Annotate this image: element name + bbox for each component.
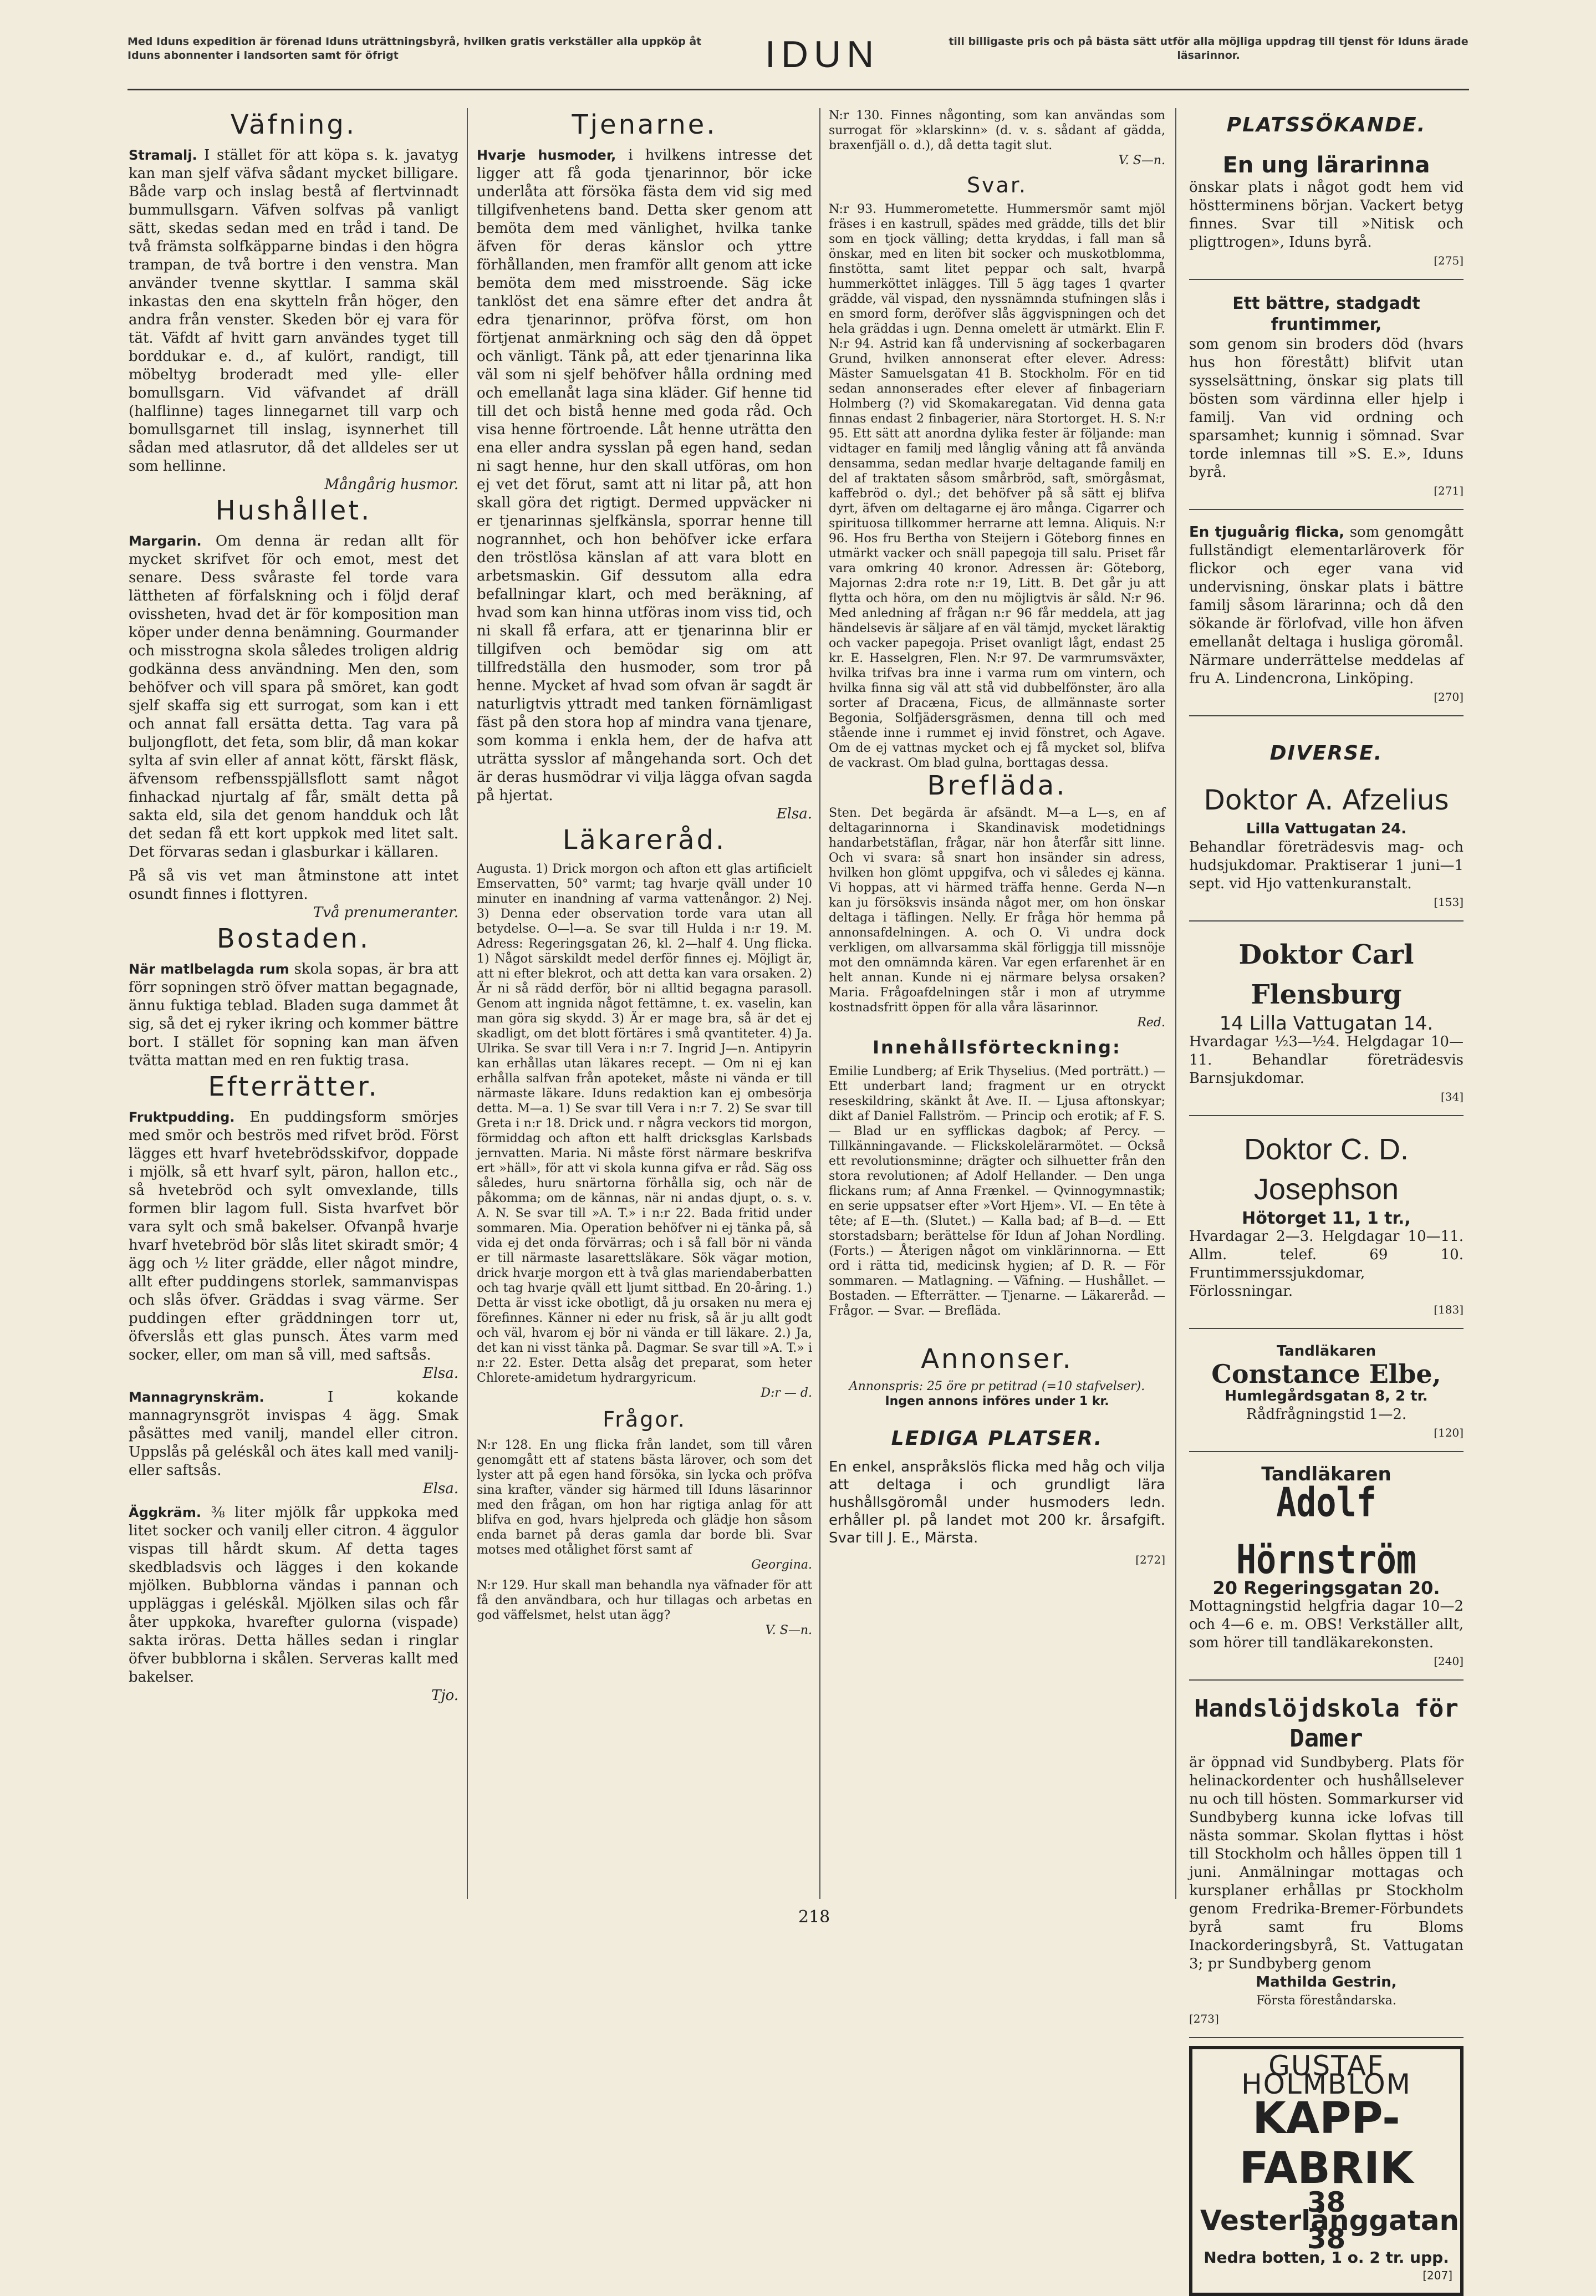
ad-battre-fruntimmer xyxy=(1189,288,1464,510)
ad-number: [271] xyxy=(1434,484,1464,497)
ad-body: Hvardagar ½3—½4. Helgdagar 10—11. Behandlar företrädesvis Barnsjukdomar. xyxy=(1189,1034,1464,1087)
article-body: N:r 128. En ung flicka från landet, som till våren genomgått ett af statens bästa lärover, och som det lyster att på egen hand försöka, sin lycka och pröfva sina krafter, vänder sig härmed till Iduns läsarinnor med den frågan, om hon har rigtiga anlag för att blifva en god, hvars hjelpreda och glädje hon såsom enda barnet på deras gamla dar borde bli. Svar motses med otålighet först samt af xyxy=(477,1438,812,1557)
section-heading-lediga-platser: LEDIGA PLATSER. xyxy=(891,1427,1103,1450)
article-body: Emilie Lundberg; af Erik Thyselius. (Med porträtt.) — Ett underbart land; fragment ur en otryckt reseskildring, skänkt åt Ave. II. — Ljusa aftonskyar; dikt af Daniel Fallström. — Princip och erotik; af F. S. — Blad ur en syfflickas dagbok; af Percy. — Tillkänningavande. — Flickskolelärarmötet. — Också ett revolutionsminne; drägter och silhuetter från den stora revolutionen; af Adolf Hellander. — Den unga flickans rum; af Anna Frænkel. — Qvinnogymnastik; en serie uppsatser efter »Vort Hjem». VI. — En tête à tête; af E—th. (Slutet.) — Kalla bad; af B—d. — Ett storstadsbarn; berättelse för Idun af Johan Nordling. (Forts.) — Återigen något om vinklärinnorna. — Ett ord i rätta tid, medicinsk hygien; af D. R. — För sommaren. — Matlagning. — Väfning. — Hushållet. — Bostaden. — Efterrätter. — Tjenarne. — Läkareråd. — Frågor. — Svar. — Brefläda. xyxy=(829,1065,1165,1318)
contents-block xyxy=(829,1064,1165,1318)
article-fruktpudding xyxy=(129,1108,458,1383)
letterbox-block xyxy=(829,806,1165,1030)
section-heading-breflada: Brefläda. xyxy=(927,770,1067,801)
article-lead: Margarin. xyxy=(129,533,202,549)
section-heading-innehall: Innehållsförteckning: xyxy=(873,1037,1121,1058)
article-body: I stället för att köpa s. k. javatyg kan man sjelf väfva sådant mycket billigare. Både varp och inslag bestå af flertvinnadt bummullsgarn. Väfven solfvas på vanligt sätt, skedas sedan med en tråd i tand. De två främsta solfkäpparne bindas i den högra trampan, de två bortre i den venstra. Man använder tvenne skyttlar. I samma skäl inkastas den ena skytteln från höger, den andra från venster. Skeden bör ej vara för tät. Väfdt af hvitt garn användes tyget till borddukar e. d., af kulört, randigt, till möbeltyg broderadt med ylle- eller bomullsgarn. Vid väfvandet af dräll (halflinne) tages linnegarnet till varp och bomullsgarnet till inslag, isynnerhet till sådan med atlasrutor, då det alldeles ser ut som hellinne. xyxy=(129,147,458,475)
ad-number: [275] xyxy=(1434,254,1464,267)
ad-ung-lararinna xyxy=(1189,146,1464,280)
section-heading-hushallet: Hushållet. xyxy=(215,495,372,526)
column-1 xyxy=(129,108,458,1710)
column-2 xyxy=(477,108,812,1643)
ad-number: [273] xyxy=(1189,2012,1219,2025)
masthead-rule xyxy=(128,89,1469,90)
ad-address: Lilla Vattugatan 24. xyxy=(1246,821,1407,837)
section-heading-diverse: DIVERSE. xyxy=(1269,742,1383,765)
ad-body: Hvardagar 2—3. Helgdagar 10—11. Allm. telef. 69 10. Fruntimmerssjukdomar, Förlossningar. xyxy=(1189,1228,1464,1300)
article-body: På så vis vet man åtminstone att intet osundt finnes i flottyren. xyxy=(129,868,458,903)
article-signature: V. S—n. xyxy=(765,1623,812,1637)
article-mannagrynskram xyxy=(129,1388,458,1498)
article-signature: Elsa. xyxy=(422,1365,458,1382)
article-body: N:r 129. Hur skall man behandla nya väfnader för att få den användbara, och hur tillagas och arbetas en god väffelsmet, helst utan ägg? xyxy=(477,1579,812,1622)
article-lead: När matlbelagda rum xyxy=(129,961,289,977)
article-signature: D:r — d. xyxy=(761,1386,812,1400)
ad-body: önskar plats i något godt hem vid höstterminens början. Vackert betyg finnes. Svar till »Nitisk och pligttrogen», Iduns byrå. xyxy=(1189,179,1464,251)
ad-body: Rådfrågningstid 1—2. xyxy=(1246,1406,1407,1423)
section-heading-lakarerad: Läkareråd. xyxy=(562,824,727,856)
article-signature: Red. xyxy=(1137,1016,1165,1030)
column-4 xyxy=(1189,108,1464,2296)
article-lead: Äggkräm. xyxy=(129,1505,202,1520)
section-heading-annonser: Annonser. xyxy=(921,1343,1073,1374)
ad-address: 20 Regeringsgatan 20. xyxy=(1212,1577,1440,1598)
article-signature: Elsa. xyxy=(422,1480,458,1497)
ad-body: är öppnad vid Sundbyberg. Plats för helinackordenter och hushållselever nu och till hösten. Sommarkurser vid Sundbyberg kunna icke lofvas till nästa sommar. Skolan flyttas i höst till Stockholm och hålles öppen till 1 juni. Anmälningar mottagas och kursplaner erhållas pr Stockholm genom Fredrika-Bremer-Förbundets byrå samt fru Bloms Inackorderingsbyrå, St. Vattugatan 3; pr Sundbyberg genom xyxy=(1189,1754,1464,1972)
article-lead: Stramalj. xyxy=(129,147,197,163)
question-130 xyxy=(829,108,1165,168)
question-129 xyxy=(477,1578,812,1638)
masthead-left-text: Med Iduns expedition är förenad Iduns uträttningsbyrå, hvilken gratis verkställer alla uppköp åt Iduns abonnenter i landsorten samt för öfrigt xyxy=(128,35,702,62)
ad-number: [183] xyxy=(1434,1303,1464,1316)
ad-heading: En ung lärarinna xyxy=(1222,152,1430,178)
column-divider xyxy=(1175,108,1176,1899)
page-number: 218 xyxy=(798,1907,830,1927)
ad-line: 38 Vesterlånggatan 38 xyxy=(1200,2186,1460,2255)
answers-block xyxy=(829,202,1165,771)
article-body: Sten. Det begärda är afsändt. M—a L—s, en af deltagarinnorna i Skandinavisk modetidnings handarbetstäflan, frågar, när hon återfår sitt linne. Och vi svara: så snart hon insänder sin adress, hvilken hon glömt uppgifva, och vi således ej känna. Vi hoppas, att vi härmed träffa henne. Gerda N—n kan ju försöksvis insända något mer, om hon önskar deltaga i täflingen. Nelly. Er fråga hör hemma på annonsafdelningen. A. och O. Vi undra dock verkligen, om allvarsamma skäl förliggja till missnöje mot den omnämnda kären. Var egen erfarenhet är en helt annan. Kunde ni ej närmare belysa orsaken? Maria. Frågoafdelningen står i mon af utrymme kostnadsfritt öppen för alla våra läsarinnor. xyxy=(829,806,1165,1015)
ad-line: KAPP-FABRIK xyxy=(1239,2094,1414,2193)
article-body: N:r 130. Finnes någonting, som kan användas som surrogat för »klarskinn» (d. v. s. sådant af gädda, braxenfjäll o. d.), då detta tagit slut. xyxy=(829,109,1165,152)
ad-lediga-plats xyxy=(829,1458,1165,1547)
ad-line: Nedra botten, 1 o. 2 tr. upp. xyxy=(1204,2248,1449,2267)
section-heading-vafning: Väfning. xyxy=(230,109,357,140)
masthead-right-text: till billigaste pris och på bästa sätt utför alla möjliga uppdrag till tjenst för Iduns ärade läsarinnor. xyxy=(949,35,1468,62)
column-3 xyxy=(829,108,1165,1567)
ad-body: En enkel, anspråkslös flicka med håg och vilja att deltaga i och grundligt lära hushållsgöromål under husmoders ledn. erhåller pl. på landet mot 200 kr. årsafgift. Svar till J. E., Märsta. xyxy=(829,1459,1165,1546)
ad-number: [240] xyxy=(1434,1654,1464,1668)
ad-signature: Mathilda Gestrin, xyxy=(1256,1974,1397,1990)
article-body: N:r 93. Hummerometette. Hummersmör samt mjöl fräses i en kastrull, spädes med grädde, tills det blir som en tjock välling; detta kryddas, i fall man så önskar, med en liten bit socker och muskotblomma, finstötta, samt litet peppar och salt, hvarpå hummerköttet inlägges. Till 5 ägg tages 1 qvarter grädde, väl vispad, den nyssnämnda stufningen slås i en smord form, deröfver slås äggvispningen och det hela gräddas i ugn. Denna omelett är utmärkt. Elin F. N:r 94. Astrid kan få undervisning af sockerbagaren Grund, hvilken annonserat efter elever. Adress: Mäster Samuelsgatan 41 B. Stockholm. För en tid sedan annonserades efter elever af finbageriarn Holmberg (?) vid Skomakaregatan. Vid denna gata finnas endast 2 finbagerier, nära Stortorget. H. S. N:r 95. Ett sätt att anordna dylika fester är följande: man vidtager en familj med långlig våning att få använda densamma, sedan medlar hvarje deltagande familj en del af traktaten såsom smårbröd, saft, smörgåsmat, kaffebröd o. dyl.; det behöfver på så sätt ej blifva dyrt, äfven om deltagarne ej äro många. Cigarrer och spirituosa tillkommer herrarne att lemna. Aliquis. N:r 96. Hos fru Bertha von Steijern i Göteborg finnes en utmärkt vacker och snäll papegoja till salu. Priset får vara omkring 40 kronor. Adressen är: Göteborg, Majornas 2:dra rote n:r 19, Litt. B. Det går ju att flytta och höra, om den nu möjligtvis är såld. N:r 96. Med anledning af frågan n:r 96 får meddela, att jag händelsevis är säljare af en väl tämjd, mycket läraktig och vacker papegoja. Priset ovanligt lågt, endast 25 kr. E. Hasselgren, Flen. N:r 97. De varmrumsväxter, hvilka trifvas bra inne i varma rum om vintern, och hvilka finna sig väl att stå vid dubbelfönster, äro alla sorter af Dracæna, Ficus, de allmännaste sorter Begonia, Solfjädersgräsmen, denna till och med stående inne i rummet ej invid fönstret, och Agave. Om de ej vattnas mycket och ej få mycket sol, blifva de vackrast. Om blad gulna, borttagas dessa. xyxy=(829,202,1165,770)
masthead-title: IDUN xyxy=(765,33,880,75)
ad-address: Hötorget 11, 1 tr., xyxy=(1242,1209,1411,1228)
article-body: skola sopas, är bra att förr sopningen strö öfver mattan begagnade, ännu fuktiga teblad. Bladen suga dammet åt sig, så det ej ryker ikring och kommer bättre bort. I stället för sopning kan man äfven tvätta mattan med en ren fuktig trasa. xyxy=(129,961,458,1069)
ad-tjuguarig-flicka xyxy=(1189,518,1464,716)
article-lakarerad xyxy=(477,862,812,1401)
article-signature: Elsa. xyxy=(776,806,812,822)
ad-minimum-note: Ingen annons införes under 1 kr. xyxy=(885,1394,1109,1408)
column-divider xyxy=(819,108,820,1899)
ad-heading: Doktor A. Afzelius xyxy=(1204,784,1449,816)
ad-address: Humlegårdsgatan 8, 2 tr. xyxy=(1225,1388,1428,1404)
article-body: I kokande mannagrynsgröt invispas 4 ägg. Smak påsättes med vanilj, mandel eller citron. Uppslås på geléskål och ätes kall med vanilj- eller saftsås. xyxy=(129,1389,458,1479)
ad-body: Behandlar företrädesvis mag- och hudsjukdomar. Praktiserar 1 juni—1 sept. vid Hjo vattenkuranstalt. xyxy=(1189,839,1464,892)
ad-handslojdskola xyxy=(1189,1688,1464,2038)
article-signature: Mångårig husmor. xyxy=(324,476,458,493)
ad-heading: Doktor Carl Flensburg xyxy=(1238,939,1414,1010)
section-heading-platssokande: PLATSSÖKANDE. xyxy=(1226,114,1426,136)
ad-number: [270] xyxy=(1434,690,1464,704)
article-signature: V. S—n. xyxy=(1118,154,1165,167)
ad-number: [120] xyxy=(1434,1426,1464,1439)
article-body: ⅜ liter mjölk får uppkoka med litet socker och vanilj eller citron. 4 äggulor vispas till hårdt skum. Af detta tages skedbladsvis och lägges i den kokande mjölken. Bubblorna vändas i pannan och uppläggas i geléskål. Mjölken silas och får åter uppkoka, hvarefter gulorna (vispade) sakta iröras. Detta hälles sedan i ringlar öfver bubblorna i skålen. Serveras kallt med bakelser. xyxy=(129,1504,459,1686)
ad-flensburg xyxy=(1189,929,1464,1116)
article-signature: Tjo. xyxy=(431,1687,458,1704)
section-heading-bostaden: Bostaden. xyxy=(216,923,371,954)
article-sopning xyxy=(129,960,458,1070)
section-heading-tjenarne: Tjenarne. xyxy=(572,109,717,140)
ad-body: som genom sin broders död (hvars hus hon förestått) blifvit utan sysselsättning, önskar sig plats till bösten som värdinna eller hjelp i familj. Van vid ordning och sparsamhet; kunnig i sömnad. Svar torde inlemnas till »S. E.», Iduns byrå. xyxy=(1189,336,1464,481)
question-128 xyxy=(477,1438,812,1572)
ad-elbe xyxy=(1189,1337,1464,1452)
ad-body: som genomgått fullständigt elementarläroverk för flickor och eger vana vid undervisning, önskar plats i bättre familj såsom lärarinna; och då den sökande är förlofvad, ville hon äfven emellanåt deltaga i husliga göromål. Närmare underrättelse meddelas af fru A. Lindencrona, Linköping. xyxy=(1189,524,1464,687)
article-lead: Hvarje husmoder, xyxy=(477,147,616,163)
article-lead: Mannagrynskräm. xyxy=(129,1389,264,1405)
section-heading-efterratter: Efterrätter. xyxy=(208,1071,379,1102)
article-body: Augusta. 1) Drick morgon och afton ett glas artificielt Emservatten, 50° varmt; tag hvarje qväll under 10 minuter en inandning af varma vattenångor. 2) Nej. 3) Denna eder observation torde vara utan all betydelse. O—l—a. Se svar till Hulda i n:r 19. M. Adress: Regeringsgatan 26, kl. 2—half 4. Ung flicka. 1) Något särskildt medel derför finnes ej. Möjligt är, att ni efter blekrot, och att detta kan vara orsaken. 2) Är ni så rädd derför, bör ni alltid begagna parasoll. Genom att ingnida något fettämne, t. ex. vaselin, kan man göra sig skydd. 3) Är er mage bra, så är det ej skadligt, om det blott förtäres i små qvantiteter. 4) Ja. Ulrika. Se svar till Vera i n:r 7. Ingrid J—n. Antipyrin kan erhållas utan läkares recept. — Om ni ej kan erhålla salfvan från apoteket, måste ni vända er till närmaste läkare. Iduns redaktion kan ej ombesörja detta. M—a. 1) Se svar till Vera i n:r 7. 2) Se svar till Greta i n:r 18. Drick und. r några veckors tid morgon, förmiddag och afton ett halft dricksglas Karlsbads jernvatten. Maria. Ni måste först närmare beskrifva ert »häll», för att vi skola kunna gifva er råd. Säg oss således, huru snärtorna förhålla sig, och när de påkomma; om de kännas, när ni andas djupt, o. s. v. A. N. Se svar till »A. T.» i n:r 22. Bada fritid under sommaren. Mia. Operation behöfver ni ej tänka på, så vida ej det onda förvärras; och i så fall bör ni vända er till närmaste lasarettsläkare. Sök vägar motion, drick hvarje morgon ett à två glas mariendaberbatten och tag hvarje qväll ett ljumt sittbad. En 20-åring. 1.) Detta är visst icke obotligt, då ju orsaken nu mera ej förefinnes. Känner ni eder nu frisk, så är ju allt godt och väl, hvarom ej bör ni vända er till läkare. 2.) Ja, det kan ni visst tänka på. Dagmar. Se svar till »A. T.» i n:r 22. Ester. Detta alsåg det preparat, som heter Chlorete-amidetum hydrargyricum. xyxy=(477,862,812,1385)
ad-lead: En tjuguårig flicka, xyxy=(1189,524,1345,541)
article-lead: Fruktpudding. xyxy=(129,1109,235,1125)
ad-heading: Handslöjdskola för Damer xyxy=(1194,1694,1459,1753)
ad-number: [272] xyxy=(1135,1553,1165,1566)
masthead xyxy=(128,30,1469,80)
ad-number: [153] xyxy=(1434,895,1464,909)
ad-line: GUSTAF HOLMBLOM xyxy=(1241,2050,1411,2100)
article-aggkram xyxy=(129,1504,458,1705)
ad-number: [34] xyxy=(1440,1090,1464,1103)
ad-number: [207] xyxy=(1422,2269,1452,2282)
article-tjenarne xyxy=(477,146,812,823)
article-margarin-cont xyxy=(129,867,458,922)
article-stramalj xyxy=(129,146,458,494)
ad-price-note: Annonspris: 25 öre pr petitrad (=10 stafvelser). xyxy=(849,1379,1145,1393)
section-heading-svar: Svar. xyxy=(966,173,1028,197)
article-signature: Georgina. xyxy=(751,1558,812,1572)
ad-heading: Ett bättre, stadgadt fruntimmer, xyxy=(1232,294,1420,334)
article-body: i hvilkens intresse det ligger att få goda tjenarinnor, bör icke underlåta att försöka fästa dem vid sig med tillgifvenhetens band. Detta sker genom att bemöta dem med vänlighet, hvilka tanke äfven för deras känslor och yttre förhållanden, men framför allt genom att icke bemöta dem med misstroende. Säg icke tanklöst det ena sämre efter det andra åt edra tjenarinnor, pröfva först, om hon förtjenat anmärkning och säg den då öppet och vänligt. Tänk på, att eder tjenarinna lika väl som ni sjelf behöfver hålla ordning med och emellanåt laga sina kläder. Gif henne tid till det och bistå henne med goda råd. Och visa henne förtroende. Låt henne uträtta den ena eller andra sysslan på egen hand, sedan ni sagt henne, hur den skall utföras, om hon ej vet det förut, samt att ni litar på, att hon skall göra det rigtigt. Dermed uppväcker ni er tjenarinnas sjelfkänsla, sporrar henne till nogrannhet, och hon behöfver icke erfara den tröstlösa känslan af att vara blott en arbetsmaskin. Gif dessutom alla edra befallningar klart, och med beräkning, af hvad som kan hinna utföras inom viss tid, och ni skall få erfara, att er tjenarinna blir er tillgifven och bemödar sig om att tillfredställa den husmoder, som tror på henne. Mycket af hvad som ofvan är sagdt är naturligtvis yttradt med tanken förnämligast fäst på den stora hop af mindra vana tjenare, som komma i enkla hem, der de hafva att uträtta sysslor af mångehanda sort. Och det är deras husmödrar vi vilja lägga ofvan sagda på hjertat. xyxy=(477,147,812,804)
article-signature: Två prenumeranter. xyxy=(313,904,458,921)
ad-heading: Doktor C. D. Josephson xyxy=(1243,1133,1409,1206)
ad-josephson xyxy=(1189,1124,1464,1329)
ad-prefix: Tandläkaren xyxy=(1261,1463,1391,1485)
article-body: En puddingsform smörjes med smör och beströs med rifvet bröd. Först lägges ett hvarf hvetebrödsskifvor, doppade i mjölk, så ett hvarf sylt, päron, hallon etc., så hvetebröd och sylt omvexlande, tills formen blir lagom full. Sista hvarfvet bör vara sylt och små bakelser. Ofvanpå hvarje hvarf hvetebröd bör slås litet skiradt smör; 4 ägg och ½ liter grädde, eller något mindre, allt efter puddingens storlek, sammanvispas och slås öfver. Gräddas i svag värme. Ser puddingen efter gräddningen torr ut, öfverslås ett glas punsch. Ätes varm med socker, eller, om man så vill, med saftsås. xyxy=(129,1109,458,1363)
column-divider xyxy=(467,108,468,1899)
ad-signature-title: Första föreståndarska. xyxy=(1256,1994,1396,2008)
ad-hornstrom xyxy=(1189,1460,1464,1681)
ad-heading: Adolf Hörnström xyxy=(1236,1479,1417,1584)
ad-prefix: Tandläkaren xyxy=(1276,1343,1376,1360)
article-margarin xyxy=(129,532,458,862)
section-heading-fragor: Frågor. xyxy=(603,1407,686,1432)
ad-body: Mottagningstid helgfria dagar 10—2 och 4—6 e. m. OBS! Verkställer allt, som hörer till tandläkarekonsten. xyxy=(1189,1598,1464,1651)
ad-heading: Constance Elbe, xyxy=(1211,1359,1441,1389)
article-body: Om denna är redan allt för mycket skrifvet för och emot, mest det senare. Dess svåraste fel torde vara lättheten af förfalskning och i följd deraf ovissheten, hvad det är för komposition man köper under denna benämning. Gourmander och misstrogna skola således troligen aldrig godkänna dess användning. Men den, som behöfver och vill spara på smöret, kan godt sjelf skaffa sig ett surrogat, som kan i ett och annat fall ersätta detta. Tag vara på buljongflott, det feta, som blir, då man kokar sylta af svin eller af annat kött, färskt fläsk, äfvensom refbensspjällsflott samt något finhackad njurtalg af får, smält detta på sakta eld, sila det genom handduk och låt det sedan få ett kort uppkok med litet salt. Det förvaras sedan i glasburkar i källaren. xyxy=(129,533,459,861)
ad-address: 14 Lilla Vattugatan 14. xyxy=(1219,1012,1434,1035)
ad-kapp-fabrik xyxy=(1189,2046,1464,2296)
ad-afzelius xyxy=(1189,775,1464,922)
